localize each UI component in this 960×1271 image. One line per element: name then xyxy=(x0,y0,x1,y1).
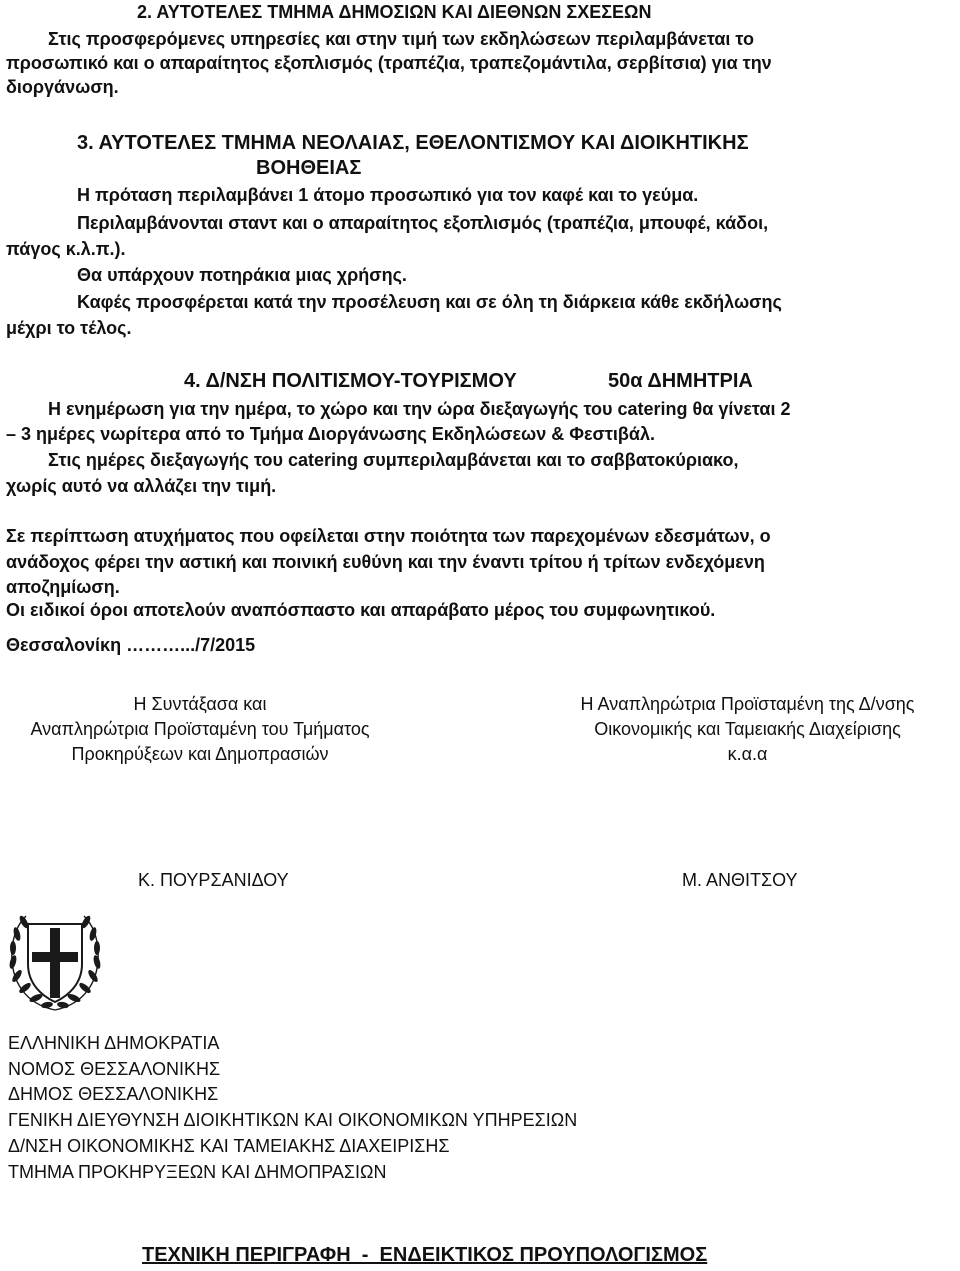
signature-left-line-1: Η Συντάξασα και xyxy=(133,694,267,714)
issuer-line-6: ΤΜΗΜΑ ΠΡΟΚΗΡΥΞΕΩΝ ΚΑΙ ΔΗΜΟΠΡΑΣΙΩΝ xyxy=(8,1162,387,1182)
section-4-line-4: χωρίς αυτό να αλλάζει την τιμή. xyxy=(6,476,277,496)
signature-left-name: Κ. ΠΟΥΡΣΑΝΙΔΟΥ xyxy=(138,870,289,890)
section-2-heading: 2. ΑΥΤΟΤΕΛΕΣ ΤΜΗΜΑ ΔΗΜΟΣΙΩΝ ΚΑΙ ΔΙΕΘΝΩΝ ΣΧΕΣΕΩΝ xyxy=(137,2,652,22)
section-2-line-3: διοργάνωση. xyxy=(6,77,119,97)
liability-line-3: αποζημίωση. xyxy=(6,577,120,597)
section-3-line-6: μέχρι το τέλος. xyxy=(6,318,132,338)
issuer-line-1: ΕΛΛΗΝΙΚΗ ΔΗΜΟΚΡΑΤΙΑ xyxy=(8,1033,220,1053)
section-4-heading: 4. Δ/ΝΣΗ ΠΟΛΙΤΙΣΜΟΥ-ΤΟΥΡΙΣΜΟΥ xyxy=(184,370,517,392)
signature-block-left xyxy=(0,692,400,767)
section-3-line-2: Περιλαμβάνονται σταντ και ο απαραίτητος εξοπλισμός (τραπέζια, μπουφέ, κάδοι, xyxy=(77,213,769,233)
issuer-line-5: Δ/ΝΣΗ ΟΙΚΟΝΟΜΙΚΗΣ ΚΑΙ ΤΑΜΕΙΑΚΗΣ ΔΙΑΧΕΙΡΙΣΗΣ xyxy=(8,1136,450,1156)
section-3-heading-line-2: ΒΟΗΘΕΙΑΣ xyxy=(256,157,362,179)
liability-line-1: Σε περίπτωση ατυχήματος που οφείλεται στην ποιότητα των παρεχομένων εδεσμάτων, ο xyxy=(6,526,771,546)
document-title: ΤΕΧΝΙΚΗ ΠΕΡΙΓΡΑΦΗ - ΕΝΔΕΙΚΤΙΚΟΣ ΠΡΟΥΠΟΛΟΓΙΣΜΟΣ xyxy=(142,1244,708,1266)
liability-line-2: ανάδοχος φέρει την αστική και ποινική ευθύνη και την έναντι τρίτου ή τρίτων ενδεχόμενη xyxy=(6,552,765,572)
signature-right-name: Μ. ΑΝΘΙΤΣΟΥ xyxy=(682,870,798,890)
section-3-line-3: πάγος κ.λ.π.). xyxy=(6,239,126,259)
liability-line-4: Οι ειδικοί όροι αποτελούν αναπόσπαστο και απαράβατο μέρος του συμφωνητικού. xyxy=(6,600,716,620)
issuer-line-2: ΝΟΜΟΣ ΘΕΣΣΑΛΟΝΙΚΗΣ xyxy=(8,1059,221,1079)
section-4-line-3: Στις ημέρες διεξαγωγής του catering συμπεριλαμβάνεται και το σαββατοκύριακο, xyxy=(48,450,739,470)
section-3-heading-line-1: 3. ΑΥΤΟΤΕΛΕΣ ΤΜΗΜΑ ΝΕΟΛΑΙΑΣ, ΕΘΕΛΟΝΤΙΣΜΟΥ ΚΑΙ ΔΙΟΙΚΗΤΙΚΗΣ xyxy=(77,132,749,154)
signature-left-line-3: Προκηρύξεων και Δημοπρασιών xyxy=(71,744,329,764)
greek-coat-of-arms-icon xyxy=(6,908,104,1014)
section-3-line-1: Η πρόταση περιλαμβάνει 1 άτομο προσωπικό για τον καφέ και το γεύμα. xyxy=(77,185,699,205)
signature-right-line-3: κ.α.α xyxy=(727,744,768,764)
issuer-line-3: ΔΗΜΟΣ ΘΕΣΣΑΛΟΝΙΚΗΣ xyxy=(8,1084,219,1104)
section-3-line-5: Καφές προσφέρεται κατά την προσέλευση και σε όλη τη διάρκεια κάθε εκδήλωσης xyxy=(77,292,782,312)
section-4-line-1: Η ενημέρωση για την ημέρα, το χώρο και την ώρα διεξαγωγής του catering θα γίνεται 2 xyxy=(48,399,791,419)
signature-left-line-2: Αναπληρώτρια Προϊσταμένη του Τμήματος xyxy=(30,719,370,739)
section-4-line-2: – 3 ημέρες νωρίτερα από το Τμήμα Διοργάνωσης Εκδηλώσεων & Φεστιβάλ. xyxy=(6,424,655,444)
issuer-line-4: ΓΕΝΙΚΗ ΔΙΕΥΘΥΝΣΗ ΔΙΟΙΚΗΤΙΚΩΝ ΚΑΙ ΟΙΚΟΝΟΜΙΚΩΝ ΥΠΗΡΕΣΙΩΝ xyxy=(8,1110,578,1130)
section-2-line-2: προσωπικό και ο απαραίτητος εξοπλισμός (τραπέζια, τραπεζομάντιλα, σερβίτσια) για την xyxy=(6,53,772,73)
signature-right-line-2: Οικονομικής και Ταμειακής Διαχείρισης xyxy=(594,719,901,739)
signature-right-line-1: Η Αναπληρώτρια Προϊσταμένη της Δ/νσης xyxy=(580,694,915,714)
section-4-heading-suffix: 50α ΔΗΜΗΤΡΙΑ xyxy=(608,370,753,392)
signature-block-right xyxy=(520,692,960,767)
section-3-line-4: Θα υπάρχουν ποτηράκια μιας χρήσης. xyxy=(77,265,407,285)
place-date: Θεσσαλονίκη ……….../7/2015 xyxy=(6,635,256,655)
section-2-line-1: Στις προσφερόμενες υπηρεσίες και στην τιμή των εκδηλώσεων περιλαμβάνεται το xyxy=(48,29,754,49)
